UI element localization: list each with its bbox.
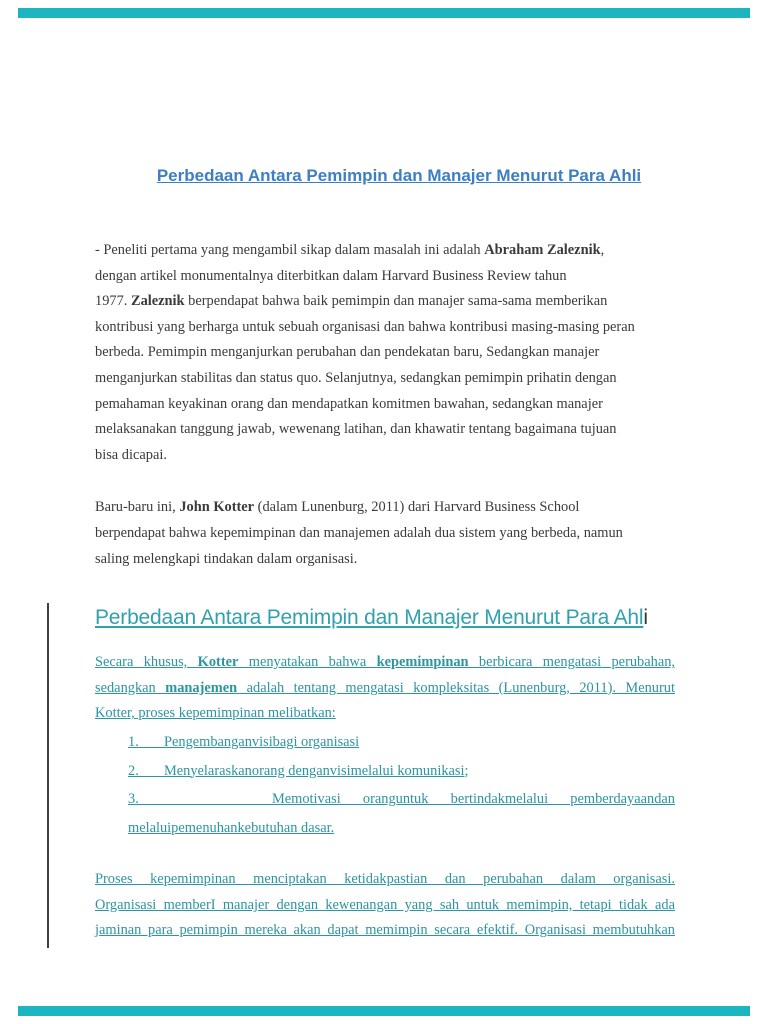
document-content [95,0,675,944]
text-segment: pemahaman keyakinan orang dan mendapatkan komitmen bawahan, sedangkan manajer [95,395,603,412]
text-segment: dengan artikel monumentalnya diterbitkan dalam Harvard Business Review tahun [95,267,567,284]
text-line [95,366,675,392]
text-segment: Baru-baru ini, [95,499,180,516]
text-segment: berpendapat bahwa baik pemimpin dan manajer sama-sama memberikan [184,293,608,310]
text-line [95,264,675,290]
bold-text: Kotter [197,654,239,671]
text-segment: saling melengkapi tindakan dalam organisasi. [95,550,358,567]
document-title-link[interactable]: Perbedaan Antara Pemimpin dan Manajer Menurut Para Ahli [156,166,642,185]
text-line [95,443,675,469]
text-segment: 2. Menyelaraskanorang denganvisimelalui komunikasi; [128,762,469,779]
text-segment: berpendapat bahwa kepemimpinan dan manajemen adalah dua sistem yang berbeda, namun [95,524,623,541]
text-segment: Perbedaan Antara Pemimpin dan Manajer Menurut Para Ahl [95,606,644,630]
text-segment: adalah tentang mengatasi kompleksitas (Lunenburg, 2011). Menurut [237,679,675,696]
text-segment: sedangkan [95,679,166,696]
bold-text: manajemen [165,679,238,696]
text-segment: (dalam Lunenburg, 2011) dari Harvard Business School [254,499,580,516]
intro-paragraph-1 [95,238,675,468]
text-segment: Kotter, proses kepemimpinan melibatkan: [95,705,336,722]
text-line [95,893,675,919]
text-segment: menyatakan bahwa [238,654,377,671]
text-line [95,495,675,521]
text-segment: jaminan para pemimpin mereka akan dapat memimpin secara efektif. Organisasi membutuhkan [95,922,675,939]
intro-paragraph-2 [95,495,675,572]
text-segment: i [643,606,648,630]
bold-text: John Kotter [179,499,255,516]
text-line [95,676,675,702]
section-heading [95,603,675,633]
text-line [95,417,675,443]
text-line [95,603,675,633]
text-line [128,730,675,756]
text-segment: melaluipemenuhankebutuhan dasar. [128,819,335,836]
text-line [95,315,675,341]
bold-text: Zaleznik [130,293,185,310]
text-line [128,787,675,813]
text-line [95,547,675,573]
bold-text: Abraham Zaleznik [484,242,601,258]
text-line [95,650,675,676]
text-line [95,867,675,893]
text-segment: berbeda. Pemimpin menganjurkan perubahan dan pendekatan baru, Sedangkan manajer [95,344,600,361]
bottom-accent-bar [18,1006,750,1016]
text-line [95,289,675,315]
text-segment: Proses kepemimpinan menciptakan ketidakpastian dan perubahan dalam organisasi. [95,871,675,888]
text-line [95,238,675,264]
text-line [95,392,675,418]
text-line [95,701,675,727]
text-segment: 3. Memotivasi oranguntuk bertindakmelalui pemberdayaandan [128,791,675,808]
text-segment: 1977. [95,293,131,310]
kotter-paragraph [95,650,675,727]
document-blocks [95,238,675,944]
proses-paragraph [95,867,675,944]
text-segment: Organisasi memberI manajer dengan kewenangan yang sah untuk memimpin, tetapi tidak ada [95,896,675,913]
text-segment: - Peneliti pertama yang mengambil sikap dalam masalah ini adalah [95,242,485,258]
text-line [95,521,675,547]
text-segment: kontribusi yang berharga untuk sebuah organisasi dan bahwa kontribusi masing-masing peran [95,318,635,335]
text-segment: Secara khusus, [95,654,198,671]
text-segment: berbicara mengatasi perubahan, [468,654,676,671]
text-line [95,340,675,366]
text-line [128,759,675,785]
text-segment: menganjurkan stabilitas dan status quo. Selanjutnya, sedangkan pemimpin prihatin dengan [95,369,617,386]
revision-change-bar [47,603,49,948]
text-line [128,816,675,842]
text-line [95,918,675,944]
kepemimpinan-list [128,730,675,841]
text-segment: bisa dicapai. [95,446,167,463]
text-segment: , [600,242,605,258]
text-segment: 1. Pengembanganvisibagi organisasi [128,733,360,750]
text-segment: melaksanakan tanggung jawab, wewenang latihan, dan khawatir tentang bagaimana tujuan [95,421,617,438]
bold-text: kepemimpinan [376,654,469,671]
